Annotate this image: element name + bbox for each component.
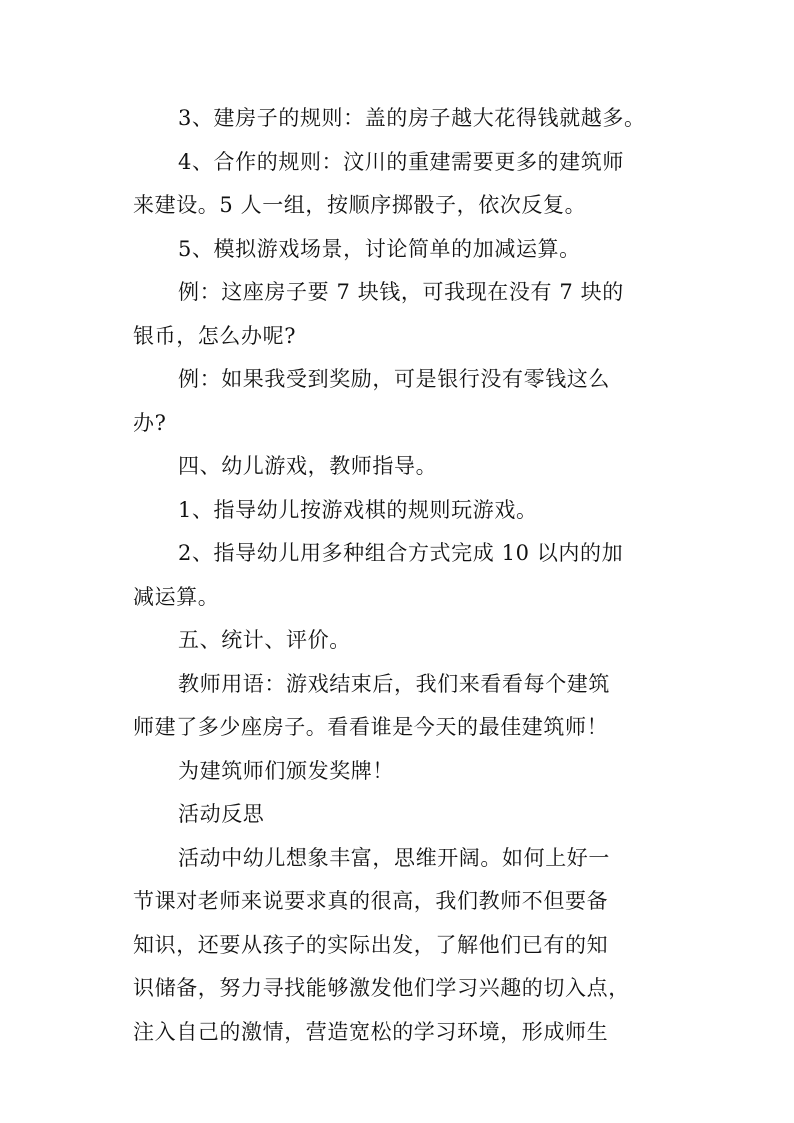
text-line: 例：如果我受到奖励，可是银行没有零钱这么 (178, 367, 610, 391)
section-heading: 活动反思 (178, 802, 265, 826)
text-line: 知识，还要从孩子的实际出发，了解他们已有的知 (133, 932, 609, 957)
text-line: 节课对老师来说要求真的很高，我们教师不但要备 (133, 889, 609, 913)
text-line: 3、建房子的规则：盖的房子越大花得钱就越多。 (178, 106, 646, 130)
text-line: 4、合作的规则：汶川的重建需要更多的建筑师 (178, 149, 624, 174)
text-line: 银币，怎么办呢? (133, 323, 297, 348)
text-line: 师建了多少座房子。看看谁是今天的最佳建筑师！ (133, 715, 609, 739)
text-line: 1、指导幼儿按游戏棋的规则玩游戏。 (178, 497, 538, 522)
document-body (133, 97, 673, 1054)
text-line: 活动中幼儿想象丰富，思维开阔。如何上好一 (178, 845, 610, 870)
text-line: 2、指导幼儿用多种组合方式完成 10 以内的加 (178, 541, 624, 565)
section-heading: 四、幼儿游戏，教师指导。 (178, 454, 438, 478)
section-heading: 五、统计、评价。 (178, 628, 351, 652)
text-line: 办? (133, 410, 167, 435)
text-line: 5、模拟游戏场景，讨论简单的加减运算。 (178, 236, 581, 261)
text-line: 来建设。5 人一组，按顺序掷骰子，依次反复。 (133, 193, 587, 217)
text-line: 例：这座房子要 7 块钱，可我现在没有 7 块的 (178, 280, 624, 304)
text-line: 教师用语：游戏结束后，我们来看看每个建筑 (178, 671, 610, 696)
text-line: 注入自己的激情，营造宽松的学习环境，形成师生 (133, 1019, 609, 1044)
text-line: 为建筑师们颁发奖牌！ (178, 758, 394, 783)
text-line: 减运算。 (133, 584, 220, 609)
text-line: 识储备，努力寻找能够激发他们学习兴趣的切入点， (133, 976, 630, 1000)
